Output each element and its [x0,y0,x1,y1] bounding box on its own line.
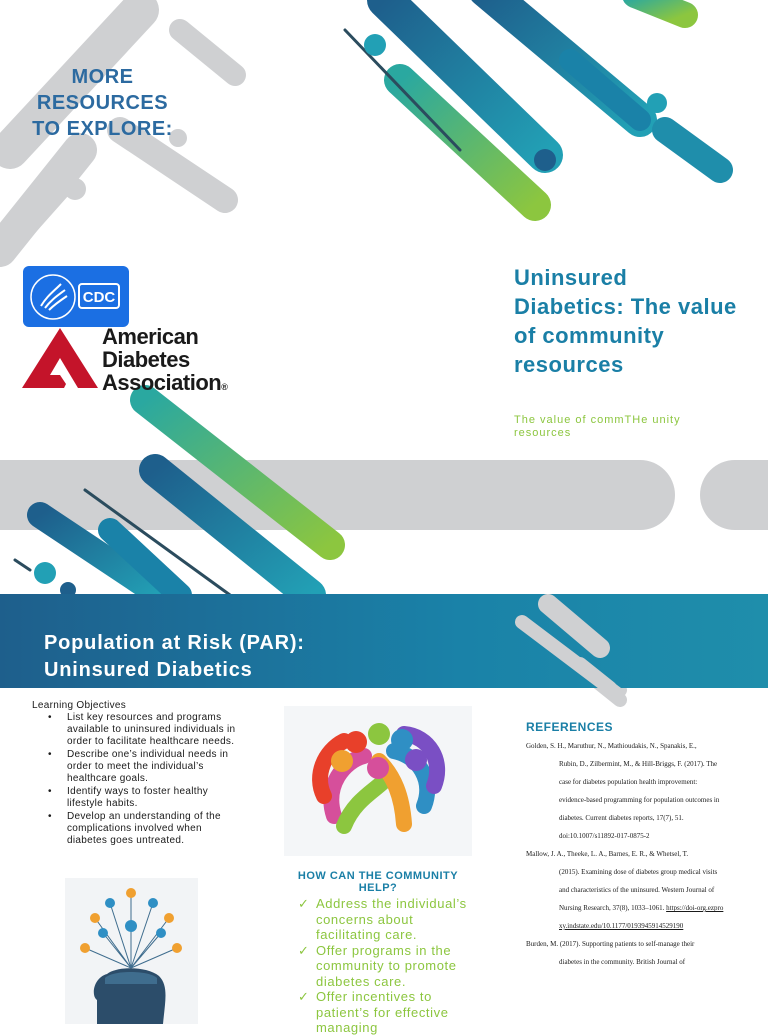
help-title: HOW CAN THE COMMUNITY HELP? [297,870,459,894]
reference-body: Rubin, D., Zilbermint, M., & Hill-Briggs, F. (2017). The case for diabetes population health improvement: evidence-based programming for population outcomes in diabetes. Current diabetes reports, 17(7), 51. doi:10.1007/s11892-017-0875-2 [559,760,720,840]
par-title-line: Uninsured Diabetics [44,659,253,681]
cdc-label: CDC [82,289,116,306]
ada-line: Diabetes [102,347,190,372]
reference-first-line: Golden, S. H., Maruthur, N., Mathioudakis, N., Spanakis, E., [526,742,697,750]
ada-triangle-icon [22,328,102,390]
par-stripes [500,594,640,688]
reference-item [526,737,726,845]
brochure-subtitle: The value of commTHe unity resources [514,414,681,439]
checkmark-icon: ✓ [298,942,310,958]
list-item: • List key resources and programs available to uninsured individuals in order to facilitate healthcare needs. [48,712,238,748]
head-network-icon [65,878,198,1024]
list-item: ✓ Offer programs in the community to promote diabetes care. [298,942,457,989]
registered-mark: ® [221,382,228,392]
list-item: • Identify ways to foster healthy lifestyle habits. [48,786,238,810]
help-list [298,896,478,1036]
list-item: ✓ Address the individual’s concerns about facilitating care. [298,896,467,942]
more-resources-line: MORE [71,66,134,88]
head-network-image [65,878,198,1024]
reference-item [526,845,726,935]
gray-band [0,460,675,530]
references-title: REFERENCES [526,720,614,734]
reference-first-line: Mallow, J. A., Theeke, L. A., Barnes, E. R., & Whetsel, T. [526,850,689,858]
reference-item [526,935,726,971]
ada-line: Association® [102,370,228,395]
more-resources-line: RESOURCES [36,92,169,114]
brochure-title: Uninsured Diabetics: The value of community resources [514,265,737,377]
reference-first-line: Burden, M. (2017). Supporting patients to self-manage their [526,940,695,948]
community-people-image [284,706,472,856]
reference-body: diabetes in the community. British Journal of [559,958,686,966]
more-resources-line: TO EXPLORE: [32,118,173,140]
cdc-logo[interactable] [23,266,129,327]
list-item: • Develop an understanding of the complications involved when diabetes goes untreated. [48,811,238,847]
checkmark-icon: ✓ [298,989,310,1004]
cdc-eagle-icon [23,266,129,327]
reference-link[interactable]: https://doi-org.ezproxy.indstate.edu/10.1177/0193945914529190 [559,904,724,930]
checkmark-icon: ✓ [298,896,310,911]
references-list [526,737,726,971]
more-resources-heading [20,64,185,142]
list-item: • Describe one’s individual needs in order to meet the individual’s healthcare goals. [48,749,238,785]
learning-objectives-list [48,712,238,848]
reference-body: (2015). Examining dose of diabetes group medical visits and characteristics of the uninsured. Western Journal of Nursing Research, 37(8), 1033–1061. https://doi-org.ezproxy.indstate.edu/10.1177/0193945914529190 [559,868,724,930]
learning-objectives-title: Learning Objectives [32,700,127,711]
ada-logo-text[interactable] [102,325,227,399]
par-title-line: Population at Risk (PAR): [44,632,305,654]
people-circle-icon [284,706,472,856]
par-title [44,630,305,684]
ada-line: American [102,324,199,349]
list-item: ✓ Offer incentives to patient’s for effective managing [298,989,449,1035]
